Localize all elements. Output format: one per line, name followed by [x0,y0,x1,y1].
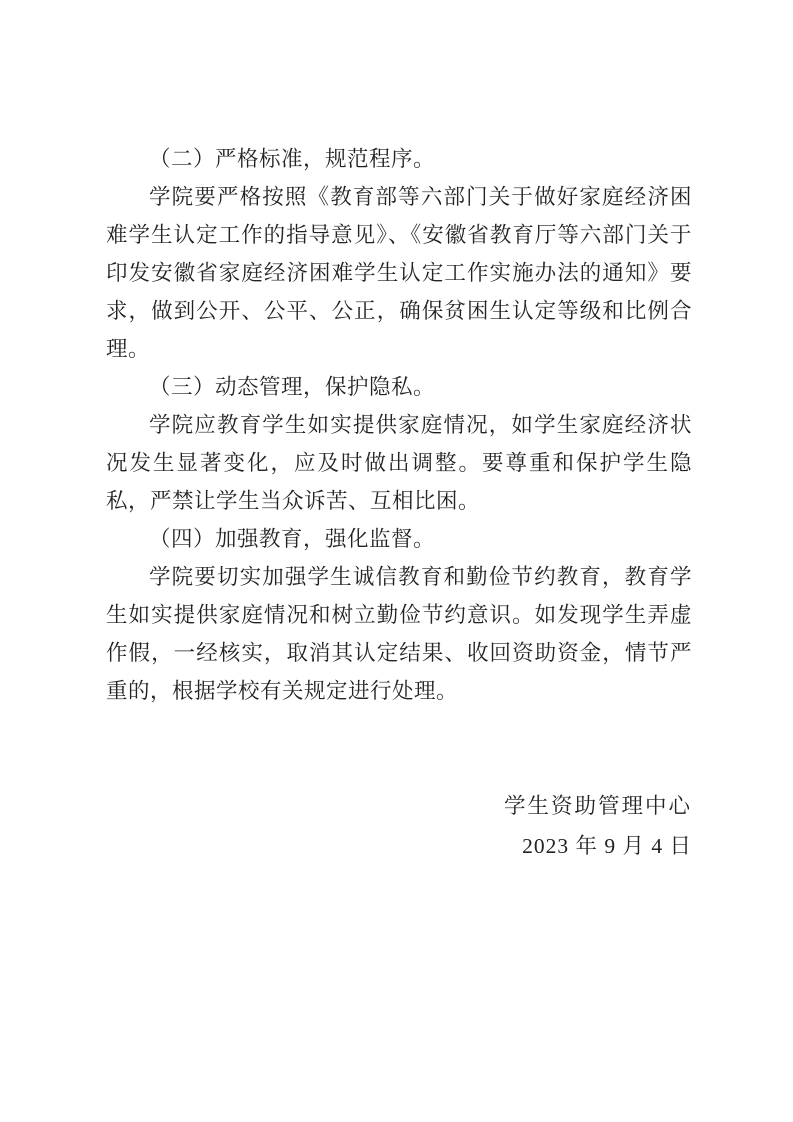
signature-date: 2023 年 9 月 4 日 [522,834,692,858]
body-paragraph-3: 学院应教育学生如实提供家庭情况，如学生家庭经济状况发生显著变化，应及时做出调整。要尊重和保护学生隐私，严禁让学生当众诉苦、互相比困。 [106,413,692,513]
section-heading-4: （四）加强教育，强化监督。 [149,527,436,551]
section-heading-3: （三）动态管理，保护隐私。 [149,375,436,399]
body-paragraph-2: 学院要严格按照《教育部等六部门关于做好家庭经济困难学生认定工作的指导意见》、《安徽省教育厅等六部门关于印发安徽省家庭经济困难学生认定工作实施办法的通知》要求，做到公开、公平、公正，确保贫困生认定等级和比例合理。 [106,185,692,361]
signature-block [106,786,692,866]
document-content [106,140,692,866]
body-paragraph-4: 学院要切实加强学生诚信教育和勤俭节约教育，教育学生如实提供家庭情况和树立勤俭节约意识。如发现学生弄虚作假，一经核实，取消其认定结果、收回资助资金，情节严重的，根据学校有关规定进行处理。 [106,565,692,703]
signature-org: 学生资助管理中心 [503,794,692,818]
section-heading-2: （二）严格标准，规范程序。 [149,147,436,171]
